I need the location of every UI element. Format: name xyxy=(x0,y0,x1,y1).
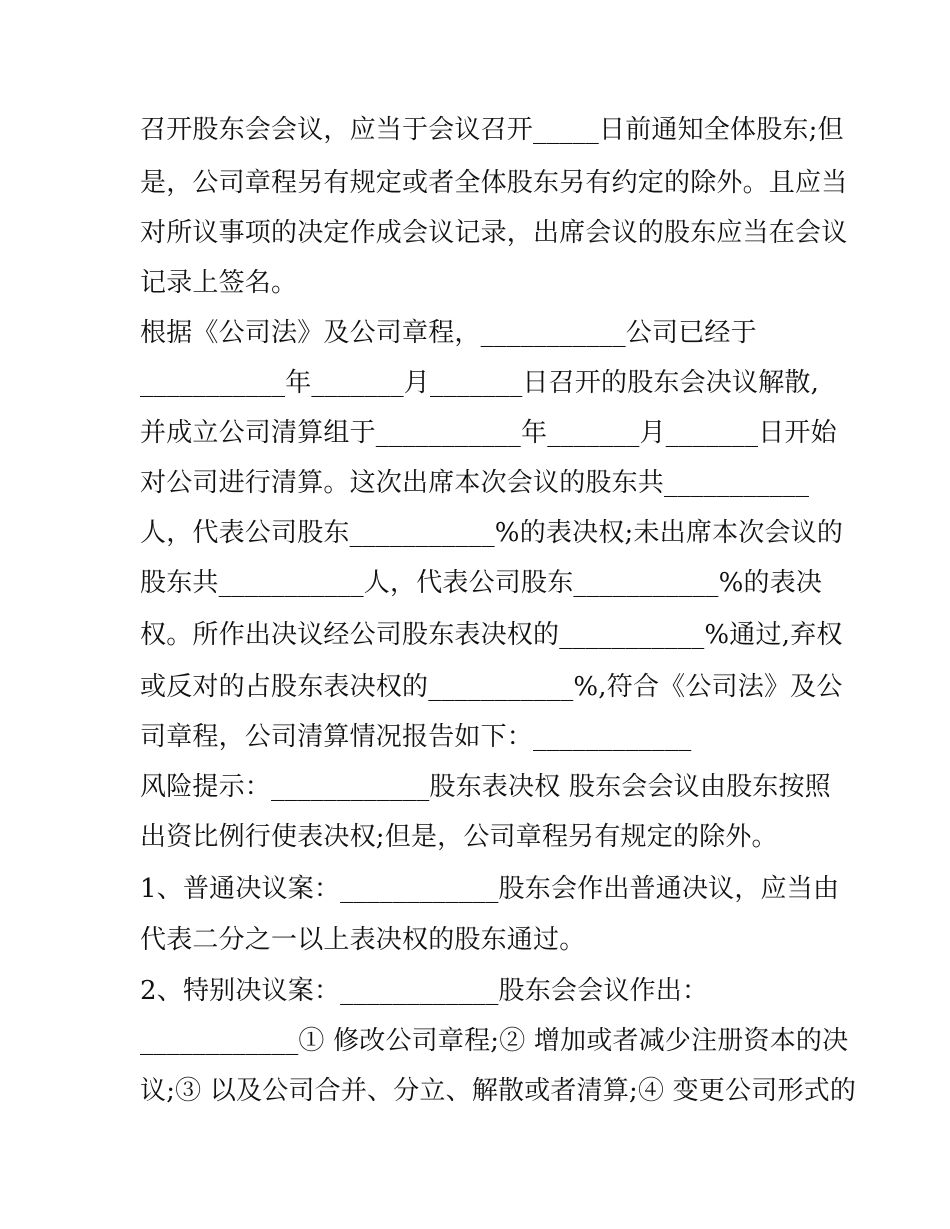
text-line: 2、特别决议案：____________股东会会议作出： xyxy=(140,976,709,1006)
text-line: ____________① 修改公司章程;② 增加或者减少注册资本的决 xyxy=(140,1026,849,1056)
text-line: 风险提示：____________股东表决权 股东会会议由股东按照 xyxy=(140,772,831,802)
text-line: 1、普通决议案：____________股东会作出普通决议，应当由 xyxy=(140,874,840,904)
text-line: 代表二分之一以上表决权的股东通过。 xyxy=(140,925,586,955)
text-line: 议;③ 以及公司合并、分立、解散或者清算;④ 变更公司形式的 xyxy=(140,1076,857,1106)
text-line: 召开股东会会议，应当于会议召开_____日前通知全体股东;但 xyxy=(140,115,844,145)
text-line: 对所议事项的决定作成会议记录，出席会议的股东应当在会议 xyxy=(140,218,848,248)
text-line: 记录上签名。 xyxy=(140,268,298,298)
text-line: 司章程，公司清算情况报告如下：____________ xyxy=(140,722,692,752)
text-line: 人，代表公司股东___________%的表决权;未出席本次会议的 xyxy=(140,518,844,548)
text-line: 或反对的占股东表决权的___________%,符合《公司法》及公 xyxy=(140,672,843,702)
text-line: 权。所作出决议经公司股东表决权的___________%通过,弃权 xyxy=(140,620,843,650)
text-line: 是，公司章程另有规定或者全体股东另有约定的除外。且应当 xyxy=(140,168,848,198)
text-line: ___________年_______月_______日召开的股东会决议解散, xyxy=(140,368,820,398)
text-line: 股东共___________人，代表公司股东___________%的表决 xyxy=(140,568,823,598)
text-line: 并成立公司清算组于___________年_______月_______日开始 xyxy=(140,418,837,448)
text-line: 对公司进行清算。这次出席本次会议的股东共___________ xyxy=(140,468,810,498)
text-line: 根据《公司法》及公司章程，___________公司已经于 xyxy=(140,318,757,348)
text-line: 出资比例行使表决权;但是，公司章程另有规定的除外。 xyxy=(140,822,778,852)
